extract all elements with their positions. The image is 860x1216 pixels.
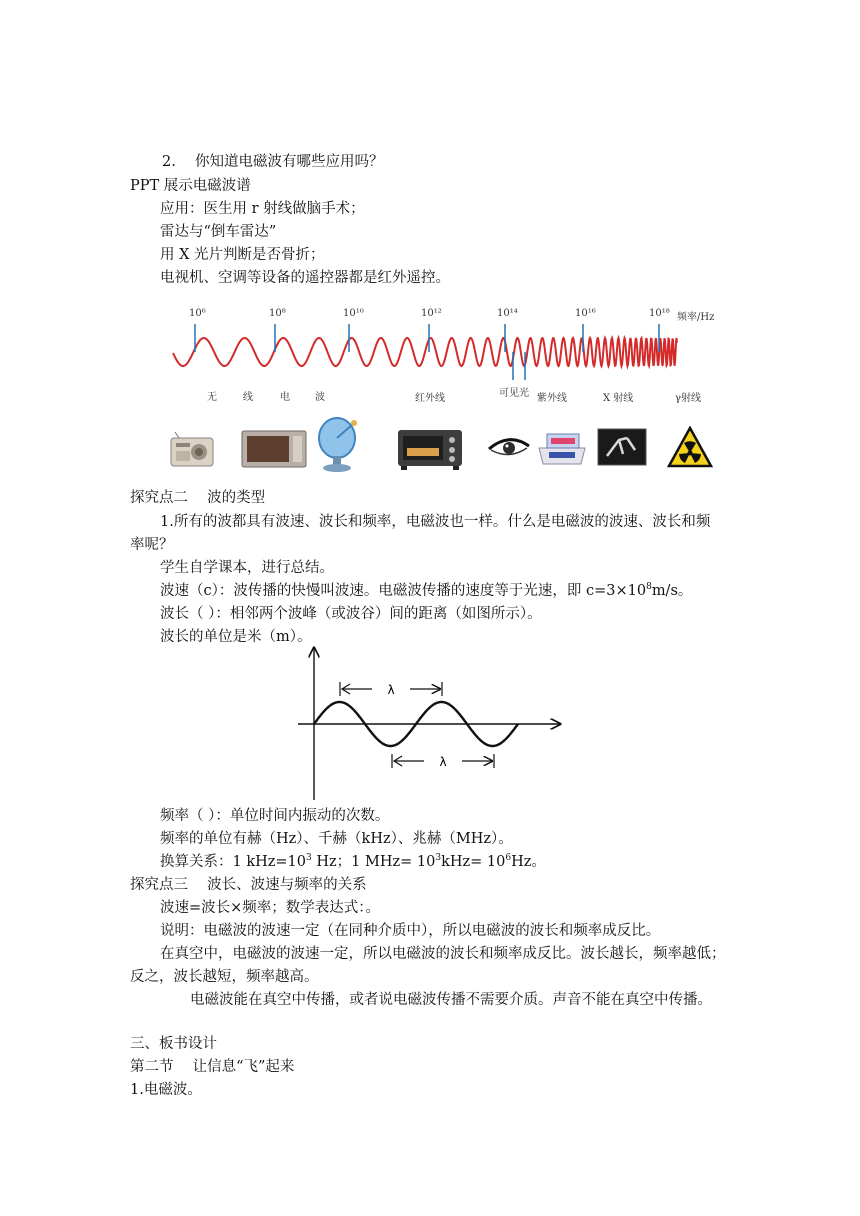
medium-line: 电磁波能在真空中传播，或者说电磁波传播不需要介质。声音不能在真空中传播。 [190, 992, 712, 1008]
wavelength-definition: 波长（ ）：相邻两个波峰（或波谷）间的距离（如图所示）。 [160, 606, 542, 622]
spectrum-wave [173, 338, 677, 366]
board-item-1: 1.电磁波。 [130, 1082, 202, 1098]
inquiry-3-title: 探究点三 波长、波速与频率的关系 [130, 877, 367, 893]
self-study-line: 学生自学课本，进行总结。 [160, 560, 334, 576]
frequency-ticks [195, 324, 659, 380]
conv-part-4: Hz。 [511, 854, 546, 870]
freq-tick-label-14: 10¹⁴ [497, 308, 518, 319]
unit-conversion-line [160, 852, 546, 872]
inquiry-2-title: 探究点二 波的类型 [130, 490, 266, 506]
wavelength-diagram [288, 642, 568, 802]
band-radio-char-4: 波 [315, 392, 325, 403]
lower-lambda-label: λ [439, 755, 447, 769]
freq-unit-label: 频率/Hz [677, 312, 715, 323]
radio-icon [169, 432, 215, 468]
band-radio-char-1: 无 [207, 392, 217, 403]
conv-exp-2: 3 [435, 853, 442, 864]
upper-lambda-label: λ [387, 683, 395, 697]
conv-part-3: kHz= 10 [441, 854, 506, 870]
application-4: 电视机、空调等设备的遥控器都是红外遥控。 [160, 270, 450, 286]
question-2: 2. 你知道电磁波有哪些应用吗？ [162, 154, 384, 170]
freq-tick-label-6: 10⁶ [189, 308, 206, 319]
band-ultraviolet-label: 紫外线 [537, 393, 567, 404]
band-gamma-label: γ射线 [675, 393, 701, 404]
wavelength-unit-line: 波长的单位是米（m）。 [160, 629, 312, 645]
freq-tick-label-16: 10¹⁶ [575, 308, 596, 319]
application-2: 雷达与“倒车雷达” [160, 224, 277, 240]
band-infrared-label: 红外线 [415, 393, 445, 404]
uv-banknote-detector-icon [535, 430, 589, 466]
freq-tick-label-18: 10¹⁸ [649, 308, 670, 319]
conv-part-2: Hz；1 MHz= 10 [311, 854, 436, 870]
radiation-warning-icon [667, 426, 713, 468]
board-design-title: 三、板书设计 [130, 1036, 217, 1052]
band-xray-label: X 射线 [603, 393, 634, 404]
wave-speed-text: 波速（c）：波传播的快慢叫波速。电磁波传播的速度等于光速，即 c=3×10 [160, 583, 647, 599]
freq-tick-label-12: 10¹² [421, 308, 442, 319]
freq-tick-label-10: 10¹⁰ [343, 308, 364, 319]
satellite-dish-icon [315, 416, 363, 472]
vacuum-line-a: 在真空中，电磁波的波速一定，所以电磁波的波长和频率成反比。波长越长，频率越低； [160, 946, 726, 962]
application-1: 应用：医生用 r 射线做脑手术； [160, 201, 365, 217]
em-spectrum-figure [165, 296, 725, 476]
inquiry-2-para-1b: 率呢？ [130, 537, 174, 553]
wavelength-diagram-svg [288, 642, 568, 802]
frequency-definition: 频率（ ）：单位时间内振动的次数。 [160, 808, 390, 824]
wave-speed-exponent: 8 [646, 582, 652, 593]
conv-part-1: 换算关系：1 kHz=10 [160, 854, 307, 870]
wave-speed-unit: m/s。 [651, 583, 693, 599]
wave-speed-line [160, 581, 692, 601]
toaster-oven-icon [397, 428, 463, 470]
freq-tick-label-8: 10⁸ [269, 308, 286, 319]
band-radio-char-2: 线 [243, 392, 253, 403]
vacuum-line-b: 反之，波长越短，频率越高。 [130, 969, 319, 985]
board-section-title: 第二节 让信息“飞”起来 [130, 1059, 295, 1075]
band-radio-char-3: 电 [280, 392, 290, 403]
inquiry-2-para-1a: 1.所有的波都具有波速、波长和频率，电磁波也一样。什么是电磁波的波速、波长和频 [160, 514, 711, 530]
conv-exp-3: 6 [505, 853, 512, 864]
band-visible-label: 可见光 [499, 388, 529, 399]
eye-icon [487, 434, 531, 460]
note-line: 说明：电磁波的波速一定（在同种介质中），所以电磁波的波长和频率成反比。 [160, 923, 661, 939]
ppt-line: PPT 展示电磁波谱 [130, 178, 251, 194]
microwave-oven-icon [241, 430, 307, 468]
xray-film-icon [597, 428, 647, 466]
application-3: 用 X 光片判断是否骨折； [160, 247, 325, 263]
frequency-unit-line: 频率的单位有赫（Hz）、千赫（kHz）、兆赫（MHz）。 [160, 831, 513, 847]
conv-exp-1: 3 [306, 853, 312, 864]
formula-line: 波速=波长×频率；数学表达式：。 [160, 900, 381, 916]
